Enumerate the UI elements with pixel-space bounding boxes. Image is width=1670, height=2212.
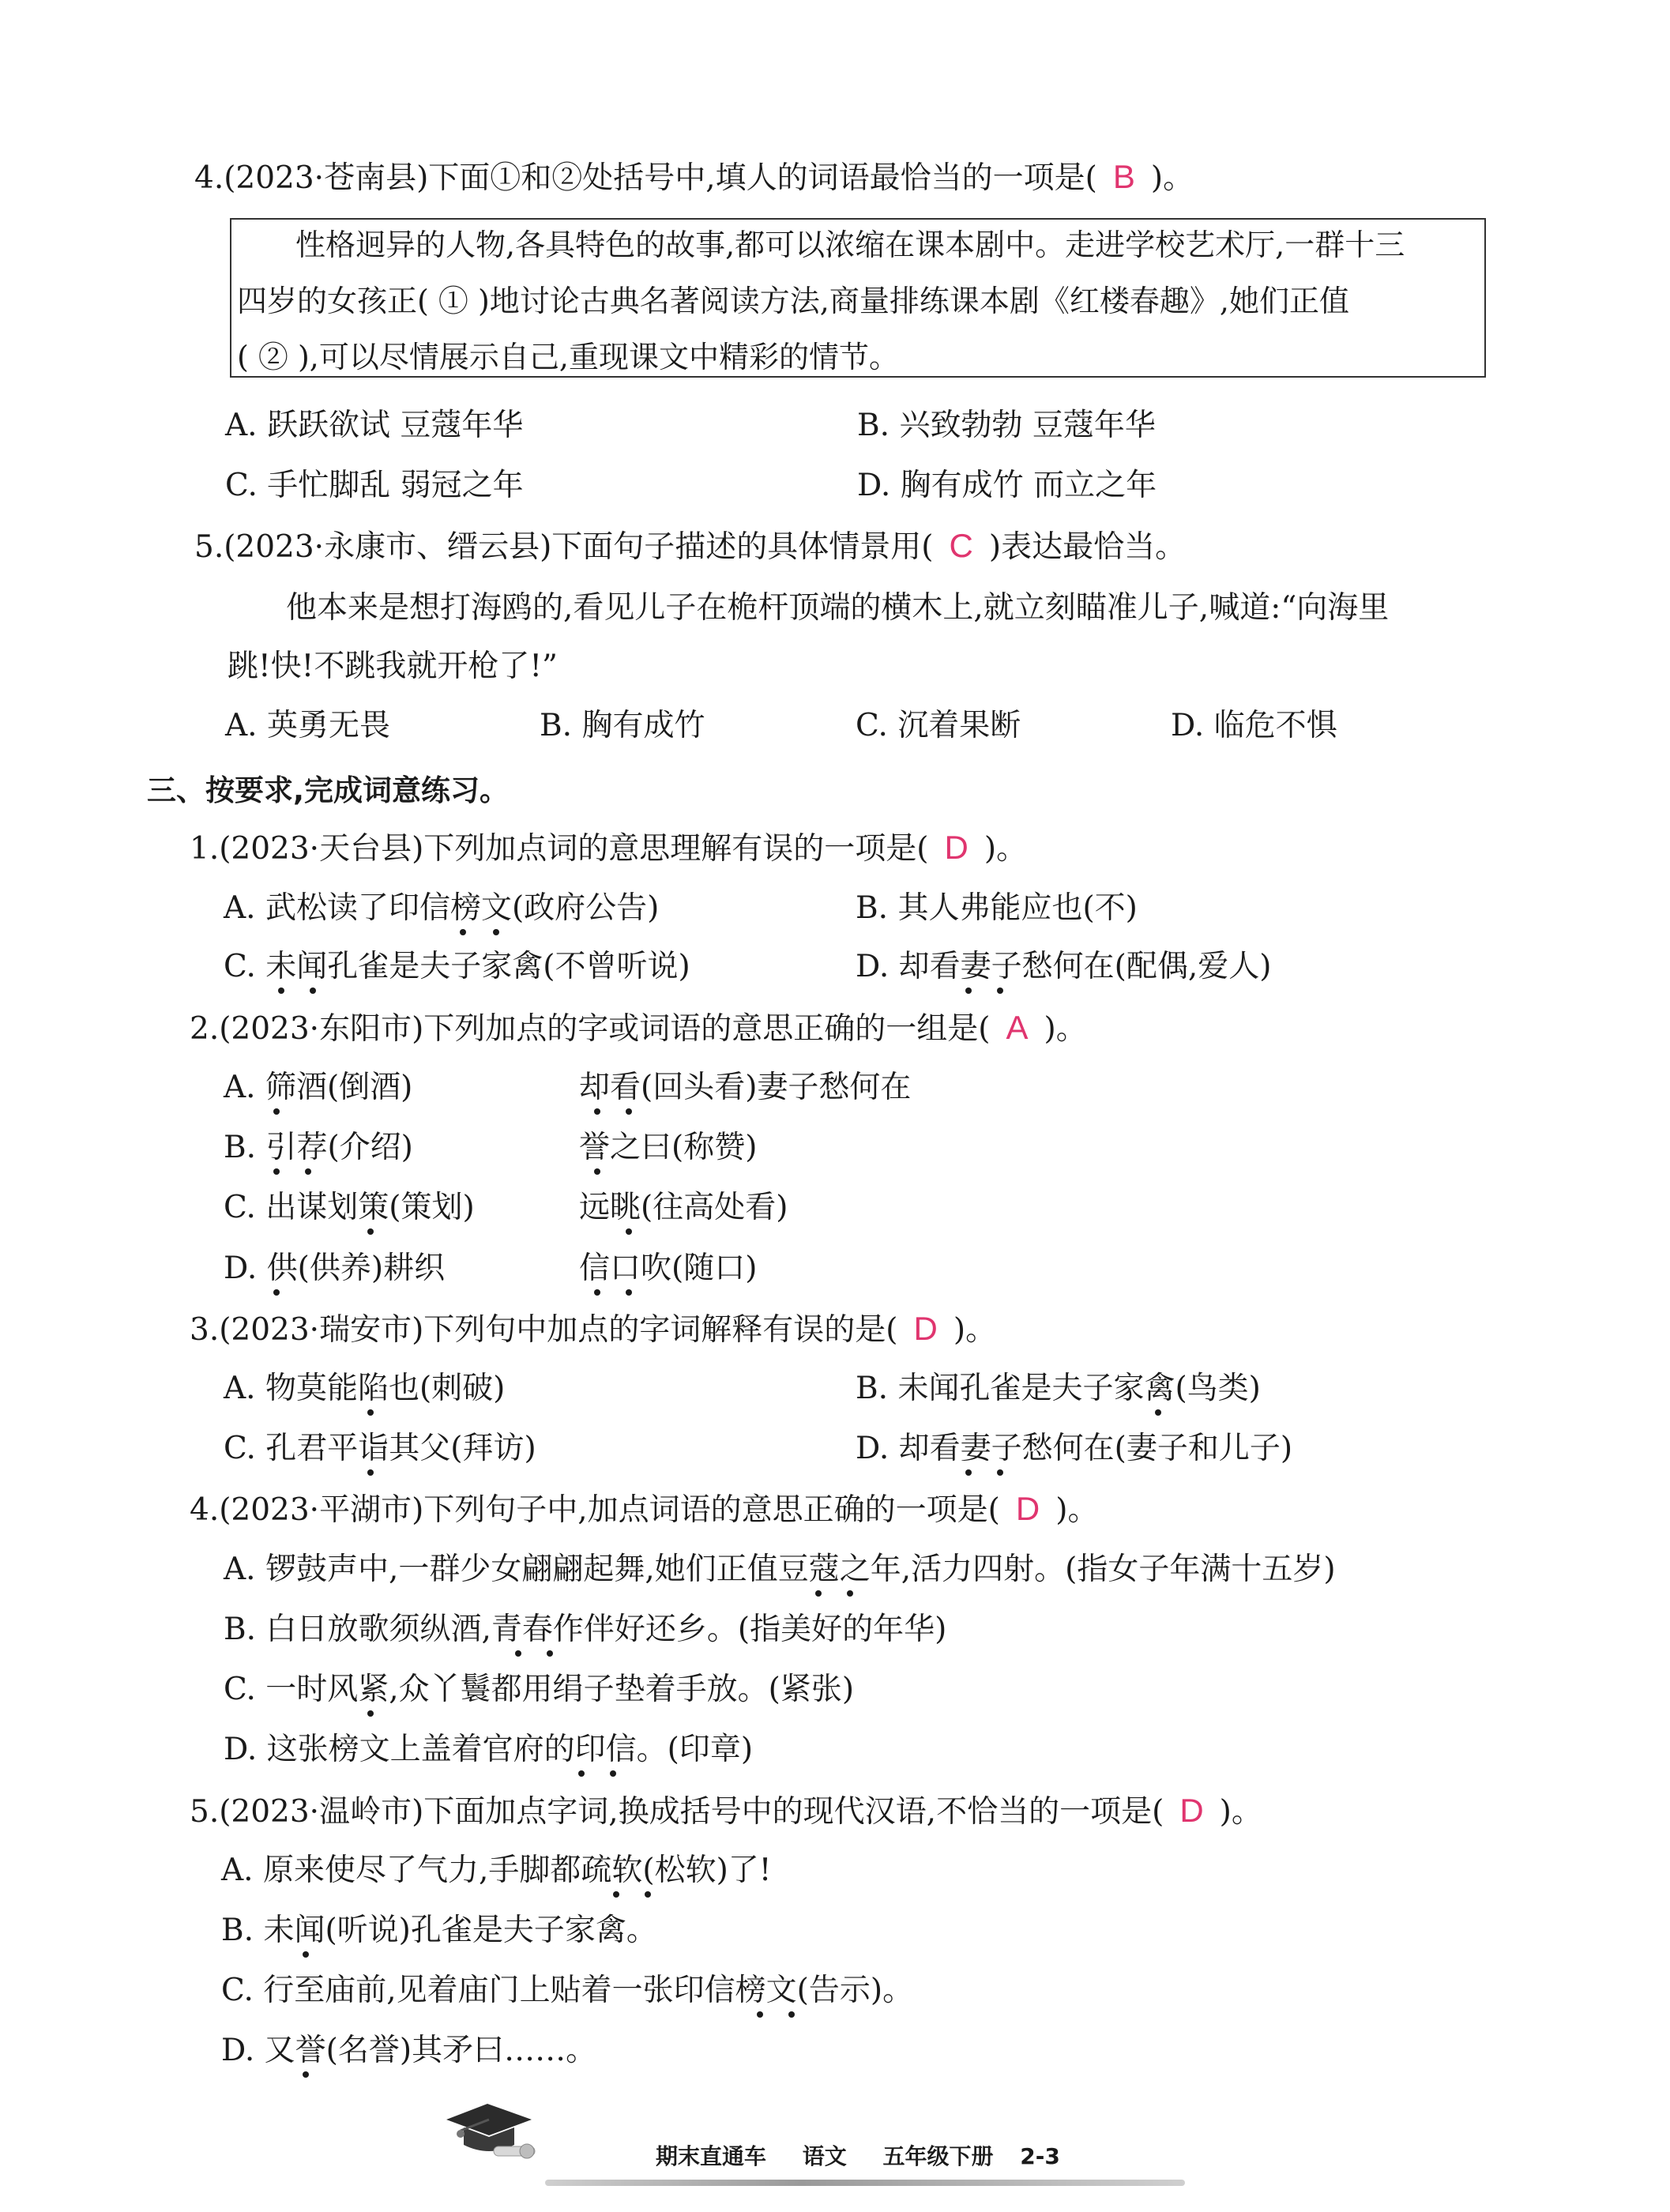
- s3-q1-answer: D: [944, 829, 969, 866]
- s3-q1-stem-text: 1.(2023·天台县)下列加点词的意思理解有误的一项是(: [190, 831, 929, 867]
- emphasis-dot: [310, 988, 316, 994]
- s3-q5-stem-text: 5.(2023·温岭市)下面加点字词,换成括号中的现代汉语,不恰当的一项是(: [190, 1794, 1164, 1830]
- emphasis-dot: [1155, 1409, 1161, 1416]
- s3-q1-stem-end: )。: [984, 831, 1028, 867]
- q4-stem-text: 4.(2023·苍南县)下面①和②处括号中,填人的词语最恰当的一项是(: [194, 160, 1097, 196]
- emphasis-dot: [273, 1289, 280, 1296]
- footer-subject: 语文: [802, 2143, 847, 2169]
- s3-q1-option-d: D. 却看妻子愁何在(配偶,爱人): [856, 949, 1272, 984]
- emphasis-dot: [997, 988, 1003, 994]
- s3-q5-answer: D: [1179, 1792, 1204, 1829]
- emphasis-dot: [547, 1650, 553, 1657]
- emphasis-dot: [626, 1228, 632, 1235]
- q5-passage-line-1: 他本来是想打海鸥的,看见儿子在桅杆顶端的横木上,就立刻瞄准儿子,喊道:“向海里: [286, 590, 1390, 626]
- emphasis-dot: [626, 1289, 632, 1296]
- emphasis-dot: [610, 1770, 616, 1777]
- s3-q5-option-a: A. 原来使尽了气力,手脚都疏软(松软)了!: [221, 1853, 772, 1888]
- q4-option-c: C. 手忙脚乱 弱冠之年: [225, 468, 524, 503]
- emphasis-dot: [367, 1228, 374, 1235]
- s3-q2-row-d-right: 信口吹(随口): [579, 1251, 758, 1286]
- graduation-cap-icon: [438, 2090, 541, 2165]
- emphasis-dot: [303, 2071, 309, 2078]
- q4-stem: [194, 156, 1194, 199]
- s3-q3-option-b: B. 未闻孔雀是夫子家禽(鸟类): [856, 1371, 1261, 1406]
- q5-stem-text: 5.(2023·永康市、缙云县)下面句子描述的具体情景用(: [194, 529, 934, 565]
- emphasis-dot: [305, 1168, 311, 1175]
- s3-q4-stem-end: )。: [1055, 1492, 1099, 1528]
- q4-passage-line-1: 性格迥异的人物,各具特色的故事,都可以浓缩在课本剧中。走进学校艺术厅,一群十三: [295, 228, 1405, 262]
- emphasis-dot: [493, 929, 499, 935]
- q5-stem-end: )表达最恰当。: [988, 529, 1187, 565]
- emphasis-dot: [788, 2011, 795, 2018]
- emphasis-dot: [965, 1469, 972, 1476]
- footer-book: 期末直通车: [656, 2143, 767, 2169]
- q5-answer: C: [949, 527, 973, 564]
- q5-passage-line-2: 跳!快!不跳我就开枪了!”: [228, 649, 558, 684]
- emphasis-dot: [965, 988, 972, 994]
- s3-q3-stem-end: )。: [953, 1312, 997, 1348]
- q4-option-b: B. 兴致勃勃 豆蔻年华: [857, 408, 1156, 443]
- s3-q2-stem: [190, 1007, 1087, 1050]
- emphasis-dot: [645, 1891, 651, 1898]
- s3-q4-option-b: B. 白日放歌须纵酒,青春作伴好还乡。(指美好的年华): [224, 1612, 947, 1647]
- s3-q2-row-b-right: 誉之曰(称赞): [579, 1130, 758, 1165]
- emphasis-dot: [997, 1469, 1003, 1476]
- s3-q4-option-d: D. 这张榜文上盖着官府的印信。(印章): [224, 1732, 754, 1767]
- s3-q3-answer: D: [913, 1310, 938, 1347]
- s3-q2-answer: A: [1006, 1009, 1029, 1046]
- q4-stem-end: )。: [1150, 160, 1194, 196]
- emphasis-dot: [578, 1770, 585, 1777]
- q5-option-d: D. 临危不惧: [1171, 708, 1337, 743]
- emphasis-dot: [278, 988, 284, 994]
- q5-stem: [194, 525, 1186, 568]
- s3-q2-row-b-left: B. 引荐(介绍): [224, 1130, 413, 1165]
- emphasis-dot: [367, 1469, 374, 1476]
- s3-q4-option-a: A. 锣鼓声中,一群少女翩翩起舞,她们正值豆蔻之年,活力四射。(指女子年满十五岁): [224, 1552, 1336, 1587]
- footer-grade: 五年级下册: [882, 2143, 994, 2169]
- s3-q5-stem-end: )。: [1219, 1794, 1262, 1830]
- s3-q2-stem-text: 2.(2023·东阳市)下列加点的字或词语的意思正确的一组是(: [190, 1011, 991, 1047]
- s3-q2-row-a-left: A. 筛酒(倒酒): [224, 1070, 413, 1105]
- s3-q4-stem: [190, 1488, 1098, 1531]
- emphasis-dot: [594, 1289, 600, 1296]
- emphasis-dot: [594, 1168, 600, 1175]
- footer-labels: [656, 2139, 1060, 2171]
- q4-passage-line-2: 四岁的女孩正( ① )地讨论古典名著阅读方法,商量排练课本剧《红楼春趣》,她们正值: [237, 284, 1349, 318]
- s3-q5-option-c: C. 行至庙前,见着庙门上贴着一张印信榜文(告示)。: [221, 1973, 914, 2008]
- s3-q2-row-c-right: 远眺(往高处看): [579, 1190, 788, 1225]
- emphasis-dot: [815, 1590, 822, 1597]
- footer-bar: [545, 2180, 1185, 2186]
- s3-q4-answer: D: [1015, 1490, 1040, 1527]
- s3-q3-stem-text: 3.(2023·瑞安市)下列句中加点的字词解释有误的是(: [190, 1312, 898, 1348]
- s3-q1-option-b: B. 其人弗能应也(不): [856, 890, 1138, 926]
- emphasis-dot: [515, 1650, 521, 1657]
- s3-q1-option-c: C. 未闻孔雀是夫子家禽(不曾听说): [224, 949, 690, 984]
- footer-page-number: 2-3: [1020, 2143, 1060, 2169]
- q5-option-a: A. 英勇无畏: [225, 708, 390, 743]
- s3-q2-stem-end: )。: [1044, 1011, 1087, 1047]
- s3-q1-option-a: A. 武松读了印信榜文(政府公告): [224, 890, 660, 926]
- q4-passage-line-3: ( ② ),可以尽情展示自己,重现课文中精彩的情节。: [237, 340, 899, 374]
- q4-option-d: D. 胸有成竹 而立之年: [857, 468, 1157, 503]
- emphasis-dot: [757, 2011, 763, 2018]
- emphasis-dot: [303, 1951, 309, 1958]
- q4-option-a: A. 跃跃欲试 豆蔻年华: [225, 408, 524, 443]
- s3-q2-row-c-left: C. 出谋划策(策划): [224, 1190, 475, 1225]
- s3-q2-row-a-right: 却看(回头看)妻子愁何在: [579, 1070, 912, 1105]
- section-3-title: 三、按要求,完成词意练习。: [147, 773, 510, 807]
- s3-q4-stem-text: 4.(2023·平湖市)下列句子中,加点词语的意思正确的一项是(: [190, 1492, 1000, 1528]
- emphasis-dot: [367, 1710, 374, 1717]
- s3-q5-option-b: B. 未闻(听说)孔雀是夫子家禽。: [221, 1913, 657, 1948]
- emphasis-dot: [273, 1108, 280, 1115]
- s3-q3-stem: [190, 1308, 996, 1351]
- emphasis-dot: [273, 1168, 280, 1175]
- emphasis-dot: [613, 1891, 619, 1898]
- s3-q5-stem: [190, 1790, 1262, 1833]
- q4-answer: B: [1112, 158, 1135, 195]
- q5-option-c: C. 沉着果断: [856, 708, 1021, 743]
- emphasis-dot: [594, 1108, 600, 1115]
- emphasis-dot: [460, 929, 466, 935]
- emphasis-dot: [847, 1590, 853, 1597]
- s3-q1-stem: [190, 827, 1027, 870]
- s3-q3-option-a: A. 物莫能陷也(刺破): [224, 1371, 506, 1406]
- emphasis-dot: [367, 1409, 374, 1416]
- s3-q2-row-d-left: D. 供(供养)耕织: [224, 1251, 446, 1286]
- s3-q3-option-c: C. 孔君平诣其父(拜访): [224, 1431, 536, 1466]
- s3-q3-option-d: D. 却看妻子愁何在(妻子和儿子): [856, 1431, 1293, 1466]
- s3-q5-option-d: D. 又誉(名誉)其矛曰……。: [221, 2033, 597, 2068]
- emphasis-dot: [626, 1108, 632, 1115]
- s3-q4-option-c: C. 一时风紧,众丫鬟都用绢子垫着手放。(紧张): [224, 1672, 855, 1707]
- q5-option-b: B. 胸有成竹: [540, 708, 705, 743]
